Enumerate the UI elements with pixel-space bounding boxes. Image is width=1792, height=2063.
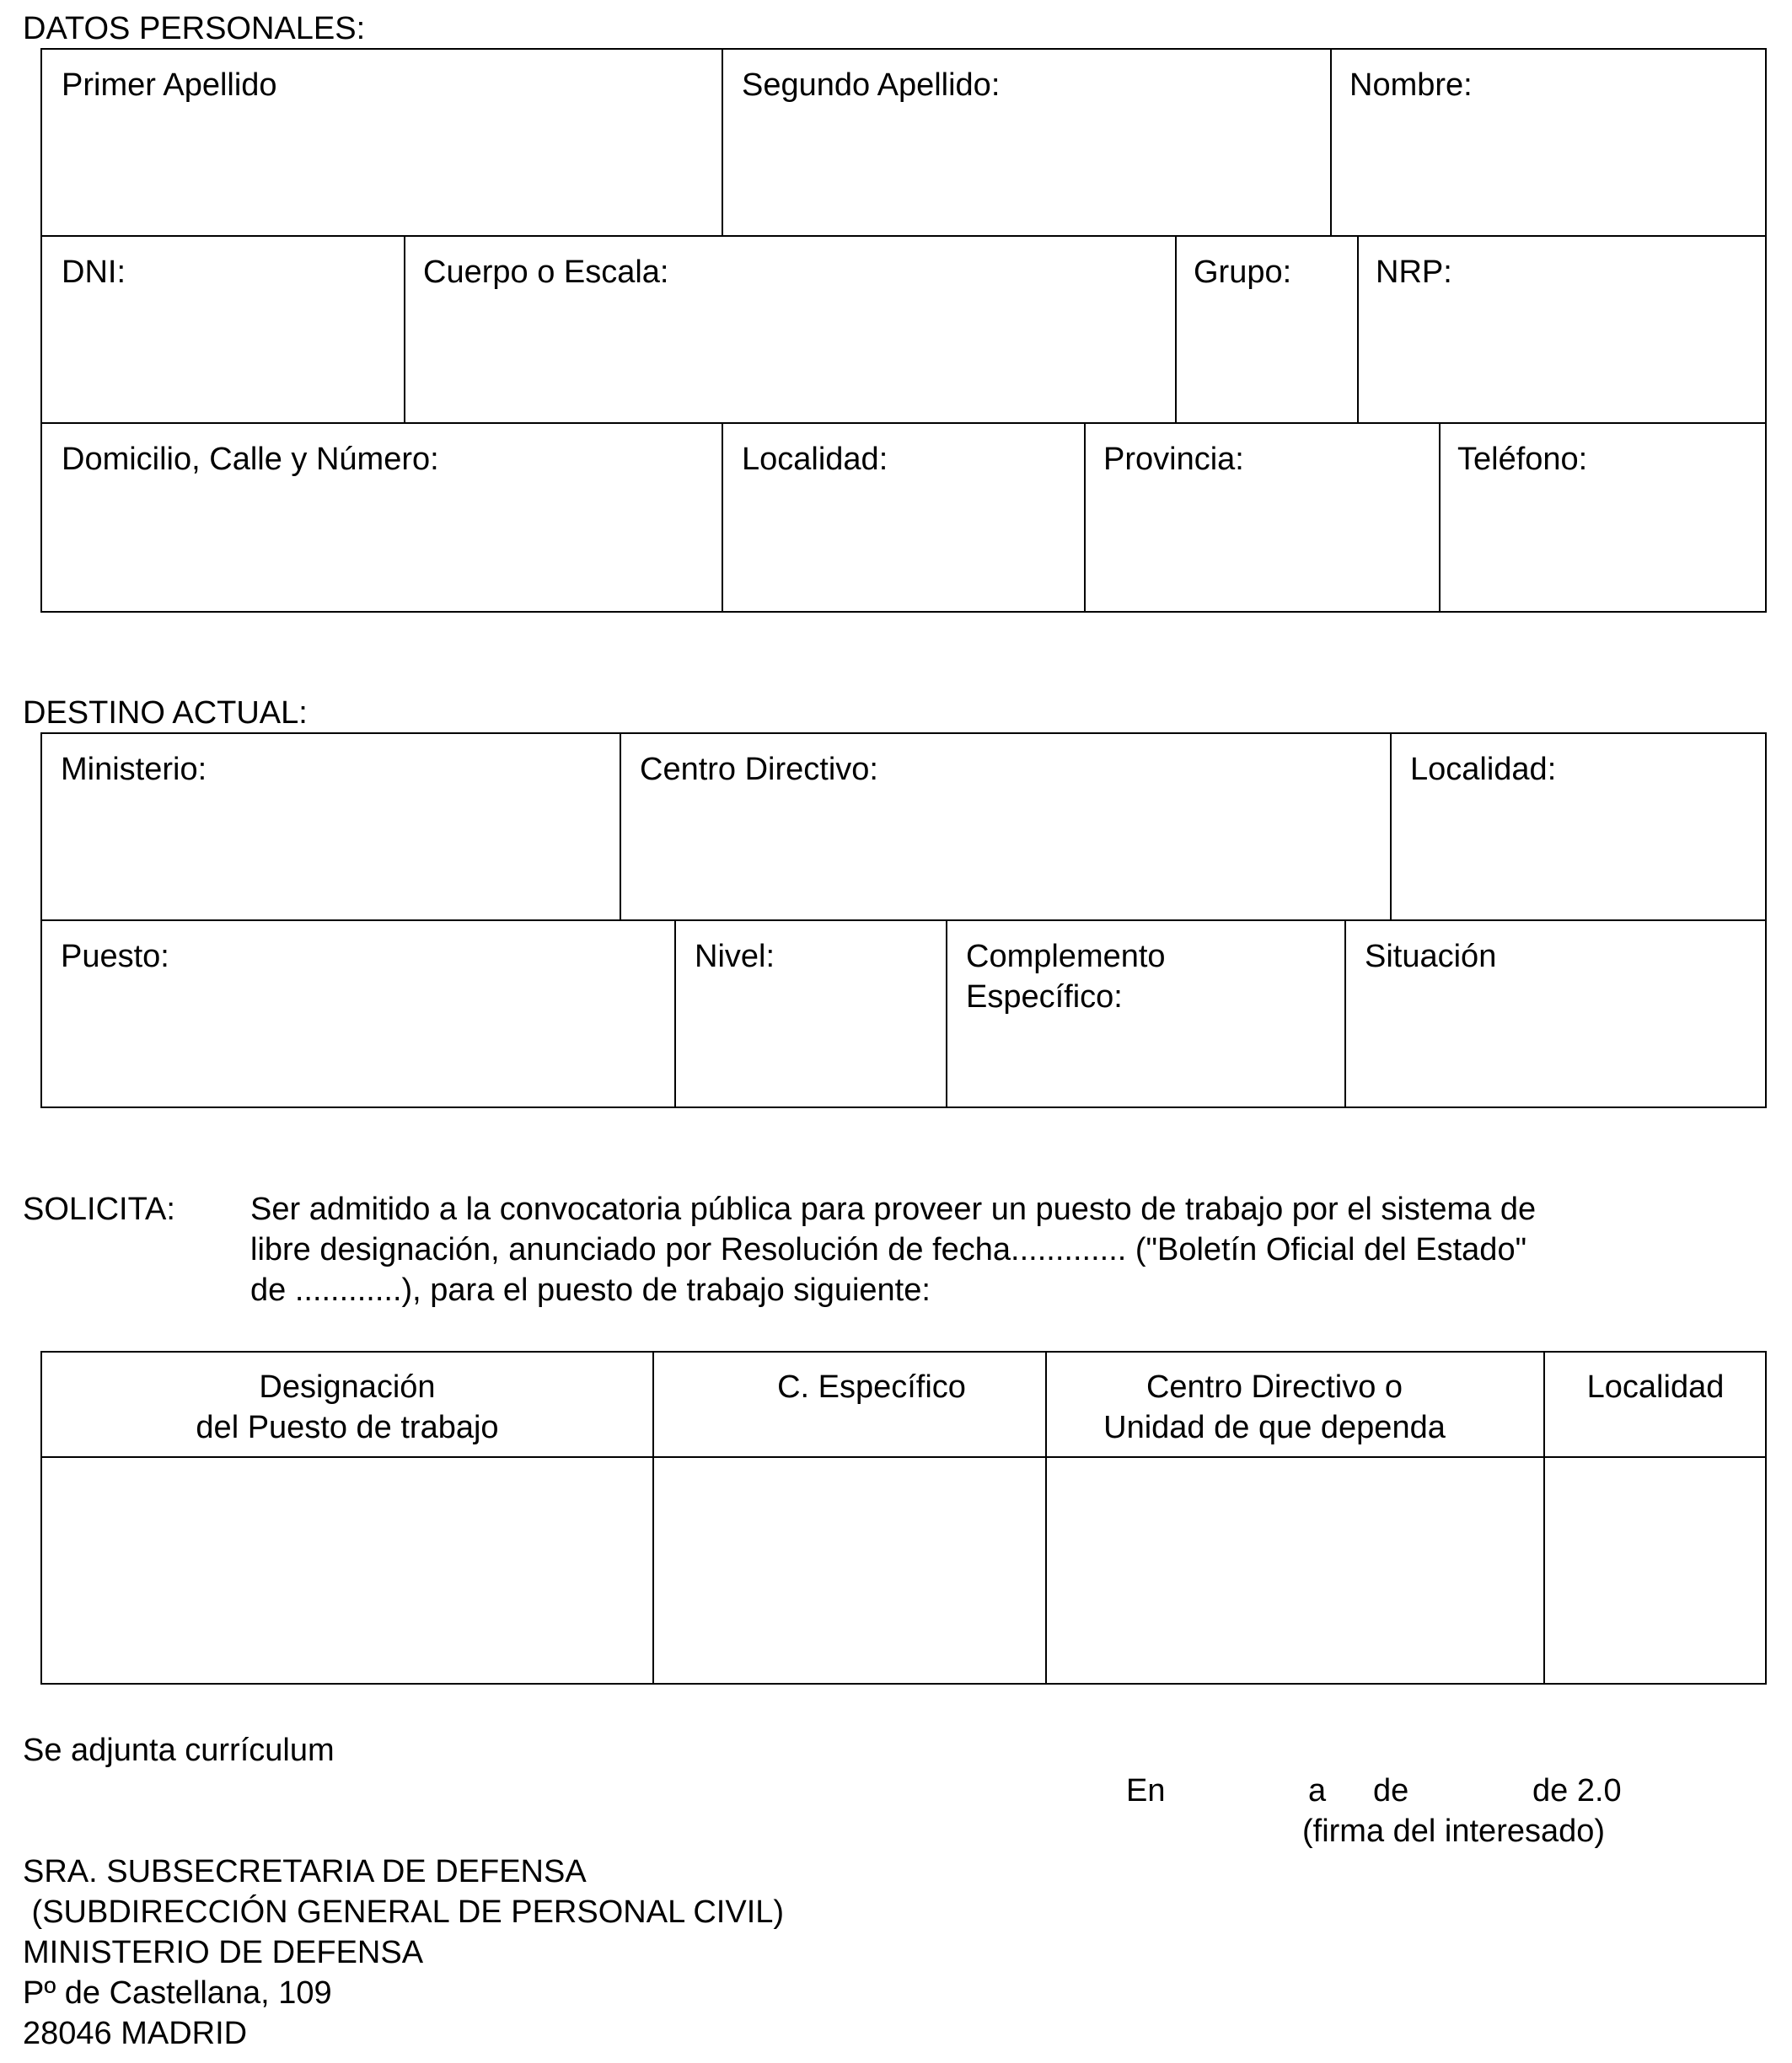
fecha-de-2: de 2.0 (1532, 1773, 1622, 1808)
col-header-designacion (42, 1367, 652, 1448)
field-domicilio[interactable]: Domicilio, Calle y Número: (62, 442, 439, 477)
field-primer-apellido[interactable]: Primer Apellido (62, 67, 277, 103)
address-line-5: 28046 MADRID (23, 2016, 248, 2051)
address-line-1: SRA. SUBSECRETARIA DE DEFENSA (23, 1854, 587, 1889)
personal-data-table (40, 48, 1767, 613)
field-ministerio[interactable]: Ministerio: (61, 752, 207, 787)
section-heading-personal: DATOS PERSONALES: (23, 11, 366, 46)
address-line-2: (SUBDIRECCIÓN GENERAL DE PERSONAL CIVIL) (23, 1894, 785, 1930)
solicita-text-line-3: de ............), para el puesto de trabajo siguiente: (250, 1273, 931, 1308)
solicita-label: SOLICITA: (23, 1192, 175, 1227)
field-cuerpo-escala[interactable]: Cuerpo o Escala: (423, 255, 669, 290)
field-complemento-especifico[interactable] (966, 936, 1166, 1017)
solicita-text-line-2: libre designación, anunciado por Resolución de fecha............. ("Boletín Oficial del Estado" (250, 1232, 1527, 1267)
section-heading-destino: DESTINO ACTUAL: (23, 695, 308, 731)
designacion-line-2: del Puesto de trabajo (196, 1410, 499, 1445)
field-provincia[interactable]: Provincia: (1103, 442, 1244, 477)
firma-interesado: (firma del interesado) (1302, 1814, 1606, 1849)
input-localidad[interactable] (1546, 1459, 1765, 1683)
input-designacion[interactable] (43, 1459, 652, 1683)
field-nombre[interactable]: Nombre: (1349, 67, 1473, 103)
field-localidad-destino[interactable]: Localidad: (1410, 752, 1557, 787)
field-nivel[interactable]: Nivel: (695, 939, 775, 974)
centro-line-1: Centro Directivo o (1145, 1369, 1403, 1405)
curriculum-note: Se adjunta currículum (23, 1733, 335, 1768)
input-centro-directivo[interactable] (1048, 1459, 1543, 1683)
input-c-especifico[interactable] (655, 1459, 1044, 1683)
field-dni[interactable]: DNI: (62, 255, 126, 290)
complemento-line-2: Específico: (966, 979, 1123, 1015)
field-centro-directivo[interactable]: Centro Directivo: (640, 752, 878, 787)
designacion-line-1: Designación (259, 1369, 436, 1405)
solicita-text-line-1: Ser admitido a la convocatoria pública para proveer un puesto de trabajo por el sistema de (250, 1192, 1537, 1227)
complemento-line-1: Complemento (966, 939, 1166, 974)
fecha-de-1: de (1373, 1773, 1409, 1808)
col-header-localidad: Localidad (1586, 1369, 1725, 1405)
address-line-3: MINISTERIO DE DEFENSA (23, 1935, 424, 1970)
field-grupo[interactable]: Grupo: (1194, 255, 1292, 290)
field-nrp[interactable]: NRP: (1376, 255, 1452, 290)
col-header-c-especifico: C. Específico (777, 1369, 966, 1405)
address-line-4: Pº de Castellana, 109 (23, 1975, 332, 2011)
field-situacion[interactable]: Situación (1365, 939, 1497, 974)
col-header-centro-directivo (1047, 1367, 1502, 1448)
centro-line-2: Unidad de que dependa (1103, 1410, 1446, 1445)
fecha-en: En (1126, 1773, 1166, 1808)
field-segundo-apellido[interactable]: Segundo Apellido: (742, 67, 1001, 103)
field-telefono[interactable]: Teléfono: (1457, 442, 1588, 477)
field-puesto[interactable]: Puesto: (61, 939, 169, 974)
fecha-a: a (1308, 1773, 1327, 1808)
field-localidad-personal[interactable]: Localidad: (742, 442, 888, 477)
